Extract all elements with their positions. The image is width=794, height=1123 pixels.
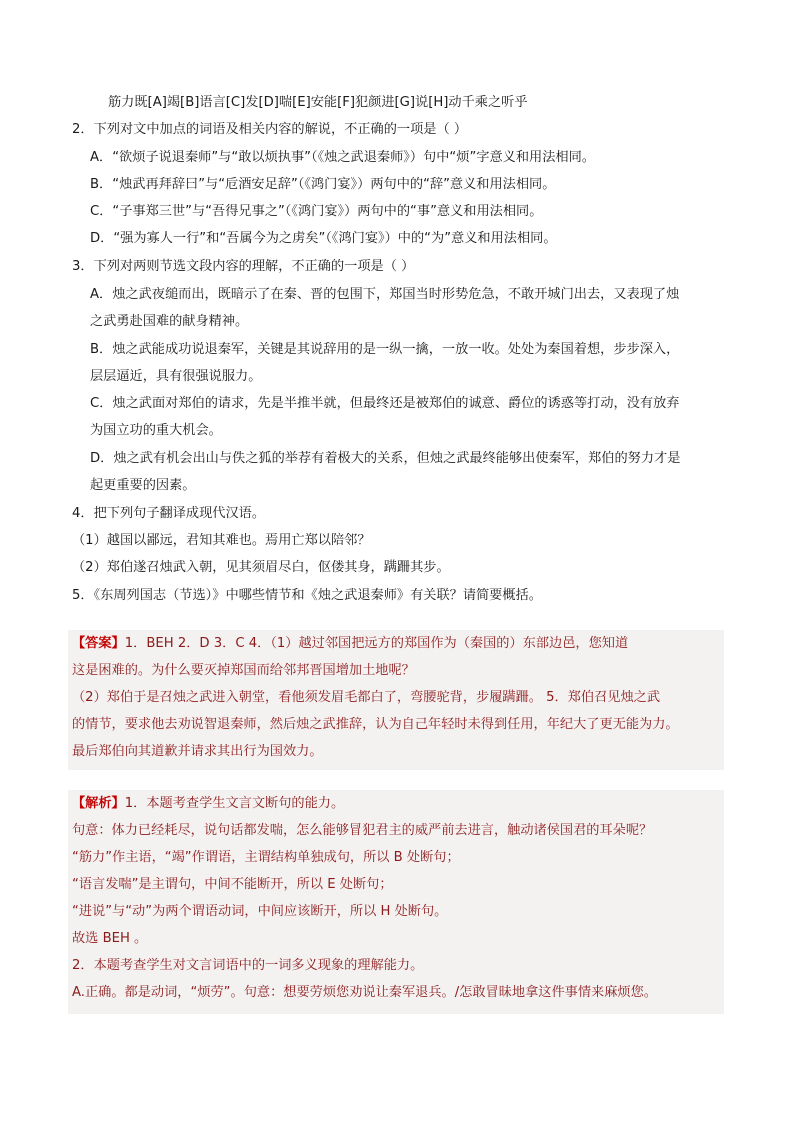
q2-option-c: C．“子事郑三世”与“吾得兄事之”（《鸿门宴》）两句中的“事”意义和用法相同。: [90, 204, 543, 219]
analysis-line-7: 2．本题考查学生对文言词语中的一词多义现象的理解能力。: [72, 958, 424, 973]
q4-sentence-1: （1）越国以鄙远，君知其难也。焉用亡郑以陪邻？: [72, 533, 371, 548]
q3-option-d-line1: D．烛之武有机会出山与佚之狐的举荐有着极大的关系，但烛之武最终能够出使秦军，郑伯的努力才是: [90, 451, 681, 466]
analysis-line-2: 句意：体力已经耗尽，说句话都发喘，怎么能够冒犯君主的威严前去进言，触动诸侯国君的耳朵呢？: [72, 823, 653, 838]
q4-sentence-2: （2）郑伯遂召烛武入朝，见其须眉尽白，伛偻其身，蹒跚其步。: [72, 560, 450, 575]
answer-label: 【答案】: [72, 636, 125, 651]
answer-line-2: 这是困难的。为什么要灭掉郑国而给邻邦晋国增加土地呢？: [72, 663, 415, 678]
q3-option-b-line2: 层层逼近，具有很强说服力。: [90, 369, 262, 384]
answer-line-1: [72, 634, 628, 654]
q3-option-d-line2: 起更重要的因素。: [90, 478, 196, 493]
q3-option-c-line2: 为国立功的重大机会。: [90, 423, 222, 438]
q4-stem: 4．把下列句子翻译成现代汉语。: [72, 506, 266, 521]
analysis-line-1-text: 1．本题考查学生文言文断句的能力。: [124, 796, 345, 811]
answer-line-5: 最后郑伯向其道歉并请求其出行为国效力。: [72, 744, 323, 759]
analysis-line-1: [72, 794, 344, 814]
q3-option-a-line2: 之武勇赴国难的献身精神。: [90, 314, 249, 329]
analysis-label: 【解析】: [72, 796, 125, 811]
q2-option-d: D．“强为寡人一行”和“吾属今为之虏矣”（《鸿门宴》）中的“为”意义和用法相同。: [90, 231, 557, 246]
analysis-line-8: A.正确。都是动词，“烦劳”。句意：想要劳烦您劝说让秦军退兵。/怎敢冒昧地拿这件事情来麻烦您。: [72, 985, 657, 1000]
q2-option-a: A．“欲烦子说退秦师”与“敢以烦执事”（《烛之武退秦师》）句中“烦”字意义和用法相同。: [90, 150, 595, 165]
q3-option-a-line1: A．烛之武夜缒而出，既暗示了在秦、晋的包围下，郑国当时形势危急，不敢开城门出去，又表现了烛: [90, 287, 680, 302]
answer-line-4: 的情节，要求他去劝说智退秦师，然后烛之武推辞，认为自己年轻时未得到任用，年纪大了更无能为力。: [72, 717, 679, 732]
analysis-line-6: 故选 BEH 。: [72, 931, 148, 946]
analysis-line-5: “进说”与“动”为两个谓语动词，中间应该断开，所以 H 处断句。: [72, 904, 448, 919]
q1-options: 筋力既[A]竭[B]语言[C]发[D]喘[E]安能[F]犯颜进[G]说[H]动千乘之听乎: [108, 95, 528, 110]
analysis-line-3: “筋力”作主语，“竭”作谓语，主谓结构单独成句，所以 B 处断句；: [72, 850, 460, 865]
q2-stem: 2．下列对文中加点的词语及相关内容的解说，不正确的一项是（ ）: [72, 122, 468, 137]
answer-section: [68, 630, 724, 770]
q3-option-b-line1: B．烛之武能成功说退秦军，关键是其说辞用的是一纵一擒，一放一收。处处为秦国着想，步步深入，: [90, 342, 680, 357]
q2-option-b: B．“烛武再拜辞曰”与“卮酒安足辞”（《鸿门宴》）两句中的“辞”意义和用法相同。: [90, 177, 556, 192]
analysis-line-4: “语言发喘”是主谓句，中间不能断开，所以 E 处断句；: [72, 877, 393, 892]
analysis-section: [68, 790, 724, 1014]
q5-stem: 5．《东周列国志（节选）》中哪些情节和《烛之武退秦师》有关联？请简要概括。: [72, 588, 542, 603]
answer-line-1-text: 1．BEH 2．D 3．C 4．（1）越过邻国把远方的郑国作为（秦国的）东部边邑，您知道: [124, 636, 629, 651]
q3-option-c-line1: C．烛之武面对郑伯的请求，先是半推半就，但最终还是被郑伯的诚意、爵位的诱惑等打动，没有放弃: [90, 396, 680, 411]
q3-stem: 3．下列对两则节选文段内容的理解，不正确的一项是（ ）: [72, 259, 415, 274]
answer-line-3: （2）郑伯于是召烛之武进入朝堂，看他须发眉毛都白了，弯腰驼背，步履蹒跚。 5．郑伯召见烛之武: [72, 690, 661, 705]
